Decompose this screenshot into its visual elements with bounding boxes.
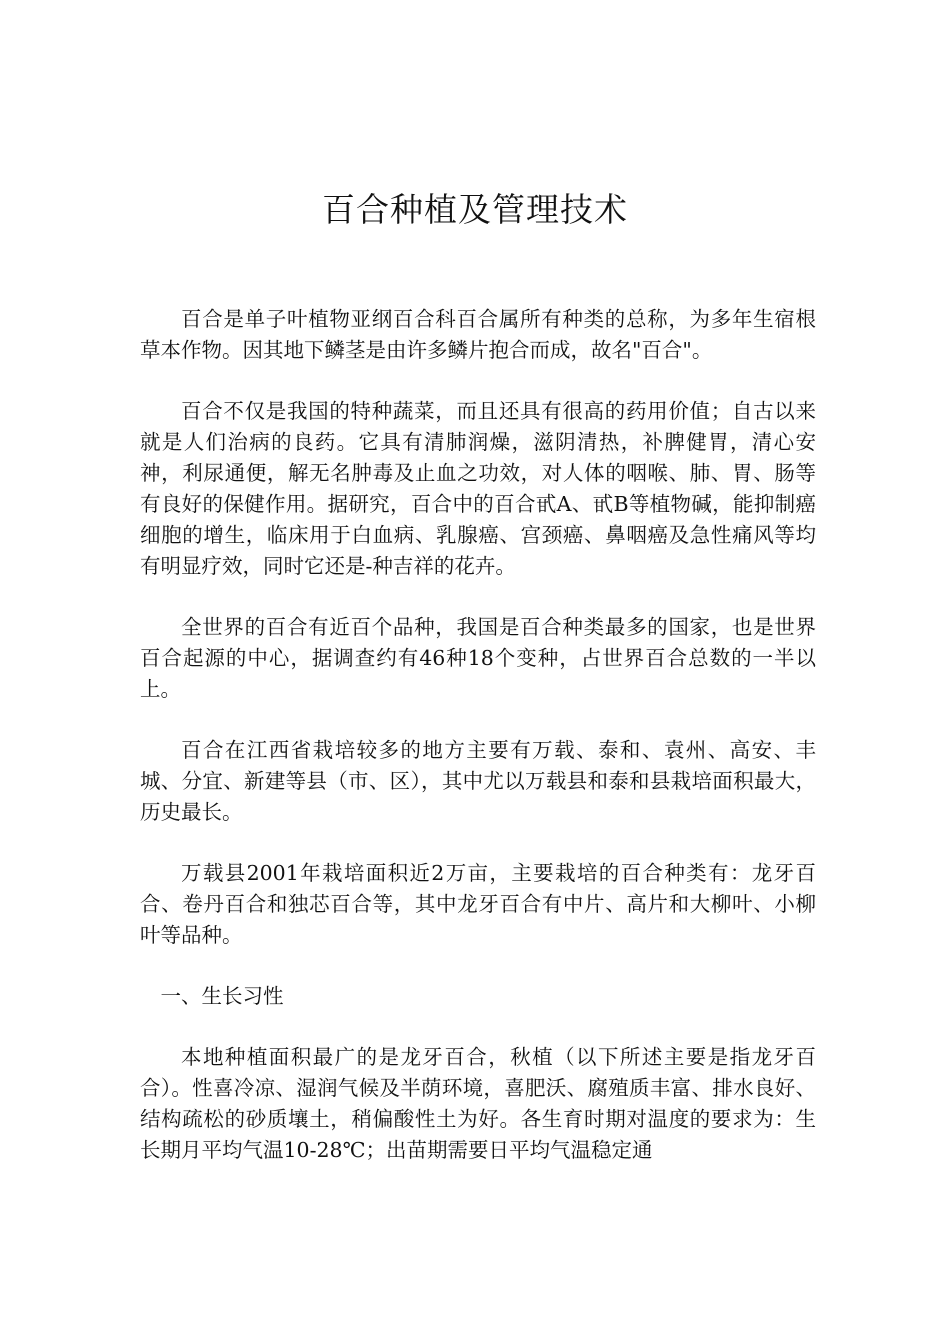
paragraph-medicinal-value: 百合不仅是我国的特种蔬菜，而且还具有很高的药用价值；自古以来就是人们治病的良药。它具有清肺润燥，滋阴清热，补脾健胃，清心安神，利尿通便，解无名肿毒及止血之功效，对人体的咽喉、肺、胃、肠等有良好的保健作用。据研究，百合中的百合甙A、甙B等植物碱，能抑制癌细胞的增生，临床用于白血病、乳腺癌、宫颈癌、鼻咽癌及急性痛风等均有明显疗效，同时它还是-种吉祥的花卉。	[140, 399, 816, 578]
paragraph-intro: 百合是单子叶植物亚纲百合科百合属所有种类的总称，为多年生宿根草本作物。因其地下鳞茎是由许多鳞片抱合而成，故名"百合"。	[140, 307, 816, 362]
paragraph-varieties: 全世界的百合有近百个品种，我国是百合种类最多的国家，也是世界百合起源的中心，据调查约有46种18个变种，占世界百合总数的一半以上。	[140, 615, 816, 701]
section-heading-growth-habits: 一、生长习性	[160, 984, 284, 1008]
document-body	[140, 304, 816, 1196]
page-title: 百合种植及管理技术	[322, 190, 628, 229]
paragraph-jiangxi-regions: 百合在江西省栽培较多的地方主要有万载、泰和、袁州、高安、丰城、分宜、新建等县（市、区），其中尤以万载县和泰和县栽培面积最大，历史最长。	[140, 738, 816, 824]
paragraph-wanzai-county: 万载县2001年栽培面积近2万亩，主要栽培的百合种类有：龙牙百合、卷丹百合和独芯百合等，其中龙牙百合有中片、高片和大柳叶、小柳叶等品种。	[140, 861, 816, 947]
paragraph-growth-habits: 本地种植面积最广的是龙牙百合，秋植（以下所述主要是指龙牙百合）。性喜冷凉、湿润气候及半荫环境，喜肥沃、腐殖质丰富、排水良好、结构疏松的砂质壤土，稍偏酸性土为好。各生育时期对温度的要求为：生长期月平均气温10-28℃；出苗期需要日平均气温稳定通	[140, 1045, 816, 1162]
